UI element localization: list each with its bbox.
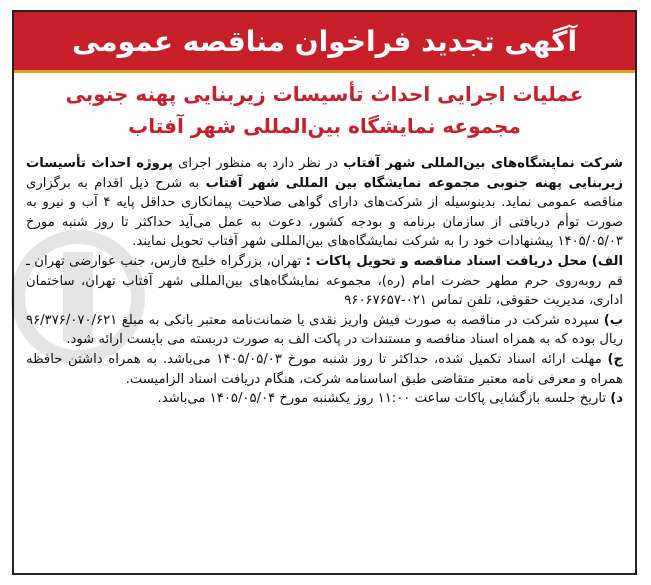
item-alef-head: الف) محل دریافت اسناد مناقصه و تحویل پاکات :: [305, 253, 623, 269]
item-jim-text: مهلت ارائه اسناد تکمیل شده، حداکثر تا روز شنبه مورخ ۱۴۰۵/۰۵/۰۳ می‌باشد. به همراه داشتن حافظه همراه و معرفی نامه معتبر متقاضی طبق اساسنامه شرکت، هنگام دریافت اسناد الزامیست.: [26, 351, 623, 387]
intro-text-2: به شرح ذیل اقدام به برگزاری مناقصه عمومی نماید. بدینوسیله از شرکت‌های دارای گواهی صلاحیت پیمانکاری حداقل پایه ۴ آب و نیرو به صورت توأم دریافتی از سازمان برنامه و بودجه کشور، دعوت به عمل می‌آید حداکثر تا روز شنبه مورخ ۱۴۰۵/۰۵/۰۳ پیشنهادات خود را به شرکت نمایشگاه‌های بین‌المللی شهر آفتاب تحویل نمایند.: [26, 175, 624, 250]
notice-title: آگهی تجدید فراخوان مناقصه عمومی: [71, 24, 578, 58]
project-name: پروژه احداث تأسیسات زیربنایی پهنه جنوبی مجموعه نمایشگاه بین المللی شهر آفتاب: [26, 156, 623, 191]
item-be: [26, 311, 623, 350]
item-alef: [26, 252, 623, 311]
item-jim-head: ج): [607, 351, 623, 367]
item-dal: [26, 389, 623, 409]
project-title-line2: مجموعه نمایشگاه بین‌المللی شهر آفتاب: [128, 114, 521, 138]
item-alef-text: تهران، بزرگراه خلیج فارس، جنب عوارضی تهران ـ قم روبه‌روی حرم مطهر حضرت امام (ره)، مجموعه نمایشگاه‌های بین‌المللی شهر آفتاب تهران، ساختمان اداری، مدیریت حقوقی، تلفن تماس ۰۲۱-۹۶۰۶۷۶۵۷: [26, 253, 623, 309]
intro-text-1: در نظر دارد به منظور اجرای: [173, 156, 344, 171]
organization-name: شرکت نمایشگاه‌های بین‌المللی شهر آفتاب: [343, 156, 623, 171]
item-jim: [26, 350, 623, 389]
project-title-line1: عملیات اجرایی احداث تأسیسات زیربنایی پهنه جنوبی: [65, 82, 584, 106]
item-be-head: ب): [603, 312, 623, 328]
intro-paragraph: [26, 154, 623, 252]
notice-body: [26, 154, 623, 409]
item-be-text: سپرده شرکت در مناقصه به صورت فیش واریز نقدی یا ضمانت‌نامه معتبر بانکی به مبلغ ۹۶/۳۷۶/۰۷۰/۶۲۱ ریال بوده که به همراه اسناد مناقصه و مستندات در پاکت الف به صورت دربسته می بایست ارائه شود.: [26, 312, 623, 348]
item-dal-head: د): [610, 391, 623, 407]
tender-notice: [12, 10, 637, 575]
item-dal-text: تاریخ جلسه بازگشایی پاکات ساعت ۱۱:۰۰ روز یکشنبه مورخ ۱۴۰۵/۰۵/۰۴ می‌باشد.: [157, 391, 611, 407]
notice-banner: [14, 12, 635, 73]
